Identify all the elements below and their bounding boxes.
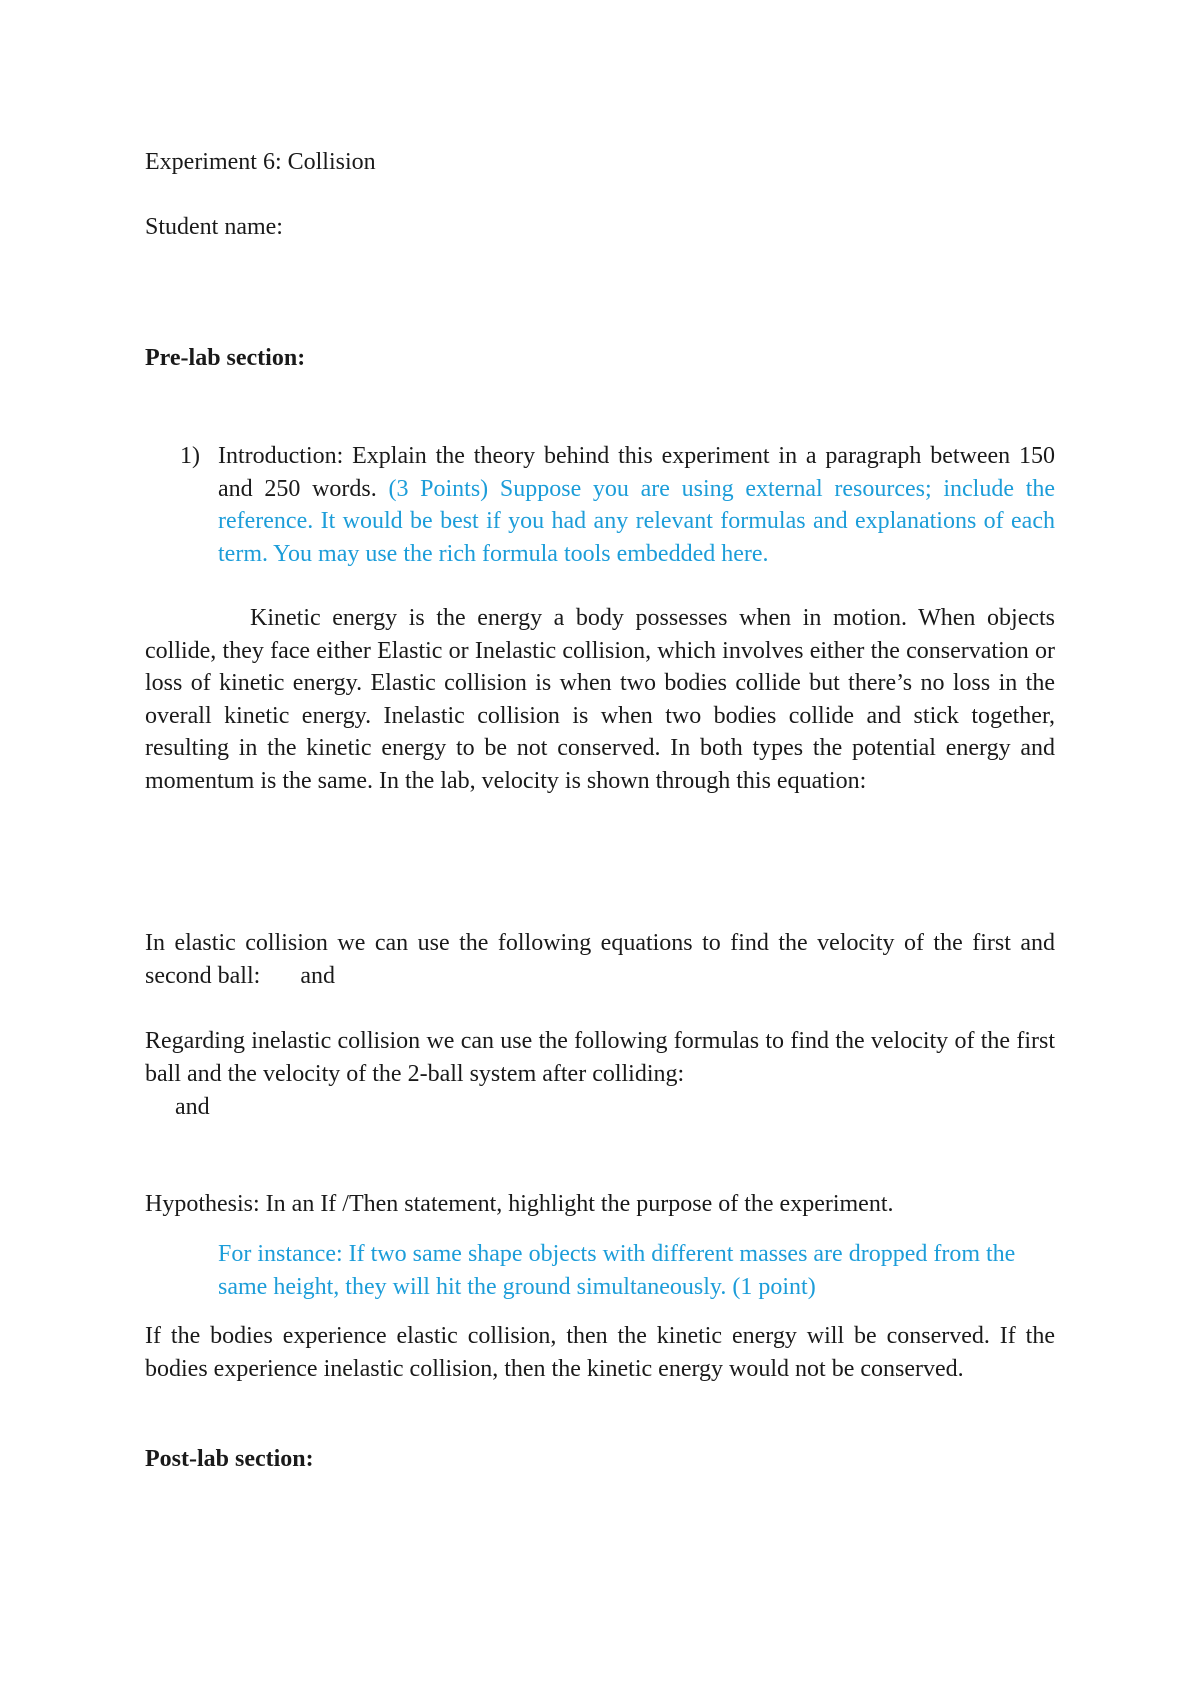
intro-item [218, 440, 1055, 570]
body-paragraph: Kinetic energy is the energy a body possesses when in motion. When objects collide, they face either Elastic or Inelastic collision, which involves either the conservation or loss of kinetic energy. Elastic collision is when two bodies collide but there’s no loss in the overall kinetic energy. Inelastic collision is when two bodies collide and stick together, resulting in the kinetic energy to be not conserved. In both types the potential energy and momentum is the same. In the lab, velocity is shown through this equation: [145, 605, 1055, 794]
postlab-heading: Post-lab section: [145, 1446, 314, 1472]
document-title: Experiment 6: Collision [145, 149, 376, 175]
hypothesis-answer: If the bodies experience elastic collision, then the kinetic energy will be conserved. If the bodies experience inelastic collision, then the kinetic energy would not be conserved. [145, 1323, 1055, 1382]
prelab-heading: Pre-lab section: [145, 345, 306, 371]
inelastic-paragraph: Regarding inelastic collision we can use the following formulas to find the velocity of the first ball and the velocity of the 2-ball system after colliding: [145, 1028, 1055, 1087]
elastic-and: and [300, 962, 335, 989]
student-name-label: Student name: [145, 214, 283, 240]
hypothesis-example: For instance: If two same shape objects with different masses are dropped from the same height, they will hit the ground simultaneously. (1 point) [218, 1241, 1016, 1300]
elastic-text: In elastic collision we can use the following equations to find the velocity of the first and second ball: [145, 930, 1055, 989]
intro-text: Introduction: Explain the theory behind this experiment in a paragraph between 150 and 250 words. [218, 443, 1055, 502]
hypothesis-prompt: Hypothesis: In an If /Then statement, highlight the purpose of the experiment. [145, 1191, 894, 1217]
intro-instructions: Suppose you are using external resources; include the reference. It would be best if you had any relevant formulas and explanations of each term. You may use the rich formula tools embedded here. [218, 475, 1056, 567]
list-number: 1) [180, 443, 200, 469]
inelastic-and: and [175, 1094, 210, 1120]
intro-points: (3 Points) [388, 475, 489, 502]
elastic-paragraph [145, 927, 1055, 992]
